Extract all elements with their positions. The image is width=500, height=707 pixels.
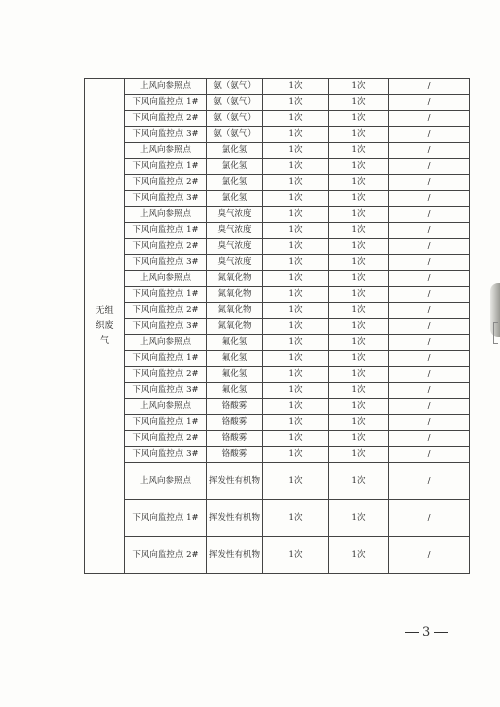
item-cell: 臭气浓度 bbox=[207, 255, 263, 271]
note-cell: / bbox=[389, 319, 470, 335]
point-cell: 下风向监控点 3# bbox=[125, 383, 207, 399]
note-cell: / bbox=[389, 447, 470, 463]
note-cell: / bbox=[389, 431, 470, 447]
point-cell: 下风向监控点 3# bbox=[125, 191, 207, 207]
note-cell: / bbox=[389, 287, 470, 303]
frequency-cell-2: 1次 bbox=[329, 175, 389, 191]
point-cell: 下风向监控点 3# bbox=[125, 447, 207, 463]
point-cell: 下风向监控点 1# bbox=[125, 500, 207, 537]
frequency-cell-1: 1次 bbox=[263, 255, 329, 271]
page-number-value: 3 bbox=[422, 625, 432, 640]
item-cell: 挥发性有机物 bbox=[207, 463, 263, 500]
item-cell: 氯化氢 bbox=[207, 143, 263, 159]
frequency-cell-1: 1次 bbox=[263, 111, 329, 127]
note-cell: / bbox=[389, 175, 470, 191]
frequency-cell-2: 1次 bbox=[329, 207, 389, 223]
table-row bbox=[85, 335, 470, 351]
frequency-cell-2: 1次 bbox=[329, 319, 389, 335]
table-row bbox=[85, 207, 470, 223]
table-row bbox=[85, 95, 470, 111]
frequency-cell-2: 1次 bbox=[329, 500, 389, 537]
point-cell: 上风向参照点 bbox=[125, 271, 207, 287]
table-row bbox=[85, 271, 470, 287]
note-cell: / bbox=[389, 537, 470, 574]
item-cell: 氟化氢 bbox=[207, 367, 263, 383]
frequency-cell-2: 1次 bbox=[329, 255, 389, 271]
frequency-cell-1: 1次 bbox=[263, 95, 329, 111]
frequency-cell-2: 1次 bbox=[329, 223, 389, 239]
item-cell: 氯化氢 bbox=[207, 159, 263, 175]
point-cell: 下风向监控点 1# bbox=[125, 287, 207, 303]
frequency-cell-1: 1次 bbox=[263, 415, 329, 431]
table-row bbox=[85, 351, 470, 367]
table-row bbox=[85, 143, 470, 159]
frequency-cell-1: 1次 bbox=[263, 271, 329, 287]
frequency-cell-1: 1次 bbox=[263, 207, 329, 223]
table-row bbox=[85, 111, 470, 127]
note-cell: / bbox=[389, 191, 470, 207]
table-row bbox=[85, 500, 470, 537]
note-cell: / bbox=[389, 207, 470, 223]
note-cell: / bbox=[389, 223, 470, 239]
note-cell: / bbox=[389, 79, 470, 95]
frequency-cell-2: 1次 bbox=[329, 95, 389, 111]
frequency-cell-1: 1次 bbox=[263, 399, 329, 415]
note-cell: / bbox=[389, 351, 470, 367]
point-cell: 下风向监控点 3# bbox=[125, 255, 207, 271]
frequency-cell-1: 1次 bbox=[263, 335, 329, 351]
note-cell: / bbox=[389, 415, 470, 431]
frequency-cell-2: 1次 bbox=[329, 191, 389, 207]
note-cell: / bbox=[389, 159, 470, 175]
note-cell: / bbox=[389, 335, 470, 351]
table-row bbox=[85, 175, 470, 191]
item-cell: 铬酸雾 bbox=[207, 399, 263, 415]
item-cell: 氯化氢 bbox=[207, 191, 263, 207]
frequency-cell-2: 1次 bbox=[329, 431, 389, 447]
frequency-cell-2: 1次 bbox=[329, 383, 389, 399]
monitoring-table bbox=[84, 78, 470, 574]
note-cell: / bbox=[389, 383, 470, 399]
note-cell: / bbox=[389, 143, 470, 159]
point-cell: 上风向参照点 bbox=[125, 335, 207, 351]
binding-edge-bracket bbox=[493, 322, 498, 344]
frequency-cell-1: 1次 bbox=[263, 500, 329, 537]
item-cell: 氟化氢 bbox=[207, 351, 263, 367]
table-row bbox=[85, 399, 470, 415]
frequency-cell-2: 1次 bbox=[329, 287, 389, 303]
point-cell: 下风向监控点 2# bbox=[125, 303, 207, 319]
point-cell: 下风向监控点 1# bbox=[125, 159, 207, 175]
frequency-cell-1: 1次 bbox=[263, 191, 329, 207]
table-row bbox=[85, 447, 470, 463]
frequency-cell-2: 1次 bbox=[329, 303, 389, 319]
frequency-cell-1: 1次 bbox=[263, 383, 329, 399]
point-cell: 下风向监控点 3# bbox=[125, 127, 207, 143]
table-row bbox=[85, 191, 470, 207]
note-cell: / bbox=[389, 303, 470, 319]
item-cell: 氮氧化物 bbox=[207, 319, 263, 335]
item-cell: 铬酸雾 bbox=[207, 431, 263, 447]
point-cell: 下风向监控点 1# bbox=[125, 223, 207, 239]
frequency-cell-2: 1次 bbox=[329, 399, 389, 415]
point-cell: 上风向参照点 bbox=[125, 399, 207, 415]
item-cell: 氨（氨气） bbox=[207, 111, 263, 127]
point-cell: 下风向监控点 2# bbox=[125, 537, 207, 574]
frequency-cell-1: 1次 bbox=[263, 367, 329, 383]
item-cell: 臭气浓度 bbox=[207, 239, 263, 255]
frequency-cell-2: 1次 bbox=[329, 367, 389, 383]
table-row bbox=[85, 255, 470, 271]
point-cell: 下风向监控点 2# bbox=[125, 239, 207, 255]
frequency-cell-2: 1次 bbox=[329, 143, 389, 159]
item-cell: 氟化氢 bbox=[207, 383, 263, 399]
frequency-cell-1: 1次 bbox=[263, 447, 329, 463]
table-row bbox=[85, 239, 470, 255]
note-cell: / bbox=[389, 271, 470, 287]
note-cell: / bbox=[389, 463, 470, 500]
frequency-cell-1: 1次 bbox=[263, 303, 329, 319]
frequency-cell-2: 1次 bbox=[329, 351, 389, 367]
frequency-cell-2: 1次 bbox=[329, 127, 389, 143]
point-cell: 下风向监控点 1# bbox=[125, 95, 207, 111]
point-cell: 上风向参照点 bbox=[125, 463, 207, 500]
frequency-cell-2: 1次 bbox=[329, 335, 389, 351]
point-cell: 下风向监控点 2# bbox=[125, 111, 207, 127]
point-cell: 下风向监控点 2# bbox=[125, 431, 207, 447]
item-cell: 氨（氨气） bbox=[207, 127, 263, 143]
table-row bbox=[85, 367, 470, 383]
note-cell: / bbox=[389, 500, 470, 537]
item-cell: 氨（氨气） bbox=[207, 79, 263, 95]
frequency-cell-1: 1次 bbox=[263, 175, 329, 191]
frequency-cell-2: 1次 bbox=[329, 271, 389, 287]
note-cell: / bbox=[389, 255, 470, 271]
point-cell: 上风向参照点 bbox=[125, 143, 207, 159]
note-cell: / bbox=[389, 111, 470, 127]
table-body bbox=[85, 79, 470, 574]
frequency-cell-1: 1次 bbox=[263, 319, 329, 335]
item-cell: 铬酸雾 bbox=[207, 415, 263, 431]
item-cell: 臭气浓度 bbox=[207, 207, 263, 223]
note-cell: / bbox=[389, 367, 470, 383]
note-cell: / bbox=[389, 95, 470, 111]
category-cell: 无组织废气 bbox=[85, 79, 125, 574]
frequency-cell-1: 1次 bbox=[263, 127, 329, 143]
point-cell: 下风向监控点 1# bbox=[125, 415, 207, 431]
item-cell: 挥发性有机物 bbox=[207, 500, 263, 537]
frequency-cell-1: 1次 bbox=[263, 159, 329, 175]
page-number-dash-right bbox=[434, 632, 448, 633]
frequency-cell-1: 1次 bbox=[263, 431, 329, 447]
table-row bbox=[85, 463, 470, 500]
frequency-cell-2: 1次 bbox=[329, 239, 389, 255]
item-cell: 臭气浓度 bbox=[207, 223, 263, 239]
frequency-cell-2: 1次 bbox=[329, 159, 389, 175]
item-cell: 氮氧化物 bbox=[207, 271, 263, 287]
page-number-dash-left bbox=[405, 632, 419, 633]
frequency-cell-1: 1次 bbox=[263, 351, 329, 367]
point-cell: 上风向参照点 bbox=[125, 207, 207, 223]
item-cell: 氮氧化物 bbox=[207, 287, 263, 303]
frequency-cell-2: 1次 bbox=[329, 537, 389, 574]
item-cell: 挥发性有机物 bbox=[207, 537, 263, 574]
page-number bbox=[402, 625, 451, 640]
frequency-cell-1: 1次 bbox=[263, 537, 329, 574]
table-row bbox=[85, 127, 470, 143]
table-row bbox=[85, 303, 470, 319]
point-cell: 下风向监控点 1# bbox=[125, 351, 207, 367]
frequency-cell-2: 1次 bbox=[329, 463, 389, 500]
frequency-cell-2: 1次 bbox=[329, 79, 389, 95]
point-cell: 下风向监控点 2# bbox=[125, 175, 207, 191]
table-row bbox=[85, 415, 470, 431]
table-row bbox=[85, 223, 470, 239]
item-cell: 氨（氨气） bbox=[207, 95, 263, 111]
frequency-cell-1: 1次 bbox=[263, 463, 329, 500]
table-row bbox=[85, 537, 470, 574]
item-cell: 铬酸雾 bbox=[207, 447, 263, 463]
point-cell: 下风向监控点 3# bbox=[125, 319, 207, 335]
note-cell: / bbox=[389, 239, 470, 255]
frequency-cell-1: 1次 bbox=[263, 239, 329, 255]
note-cell: / bbox=[389, 127, 470, 143]
point-cell: 下风向监控点 2# bbox=[125, 367, 207, 383]
item-cell: 氯化氢 bbox=[207, 175, 263, 191]
table-row bbox=[85, 383, 470, 399]
table-row bbox=[85, 319, 470, 335]
frequency-cell-2: 1次 bbox=[329, 447, 389, 463]
table-row bbox=[85, 287, 470, 303]
table-row bbox=[85, 79, 470, 95]
item-cell: 氟化氢 bbox=[207, 335, 263, 351]
table-row bbox=[85, 431, 470, 447]
point-cell: 上风向参照点 bbox=[125, 79, 207, 95]
frequency-cell-2: 1次 bbox=[329, 111, 389, 127]
frequency-cell-1: 1次 bbox=[263, 287, 329, 303]
frequency-cell-2: 1次 bbox=[329, 415, 389, 431]
frequency-cell-1: 1次 bbox=[263, 143, 329, 159]
item-cell: 氮氧化物 bbox=[207, 303, 263, 319]
frequency-cell-1: 1次 bbox=[263, 223, 329, 239]
table-row bbox=[85, 159, 470, 175]
note-cell: / bbox=[389, 399, 470, 415]
frequency-cell-1: 1次 bbox=[263, 79, 329, 95]
